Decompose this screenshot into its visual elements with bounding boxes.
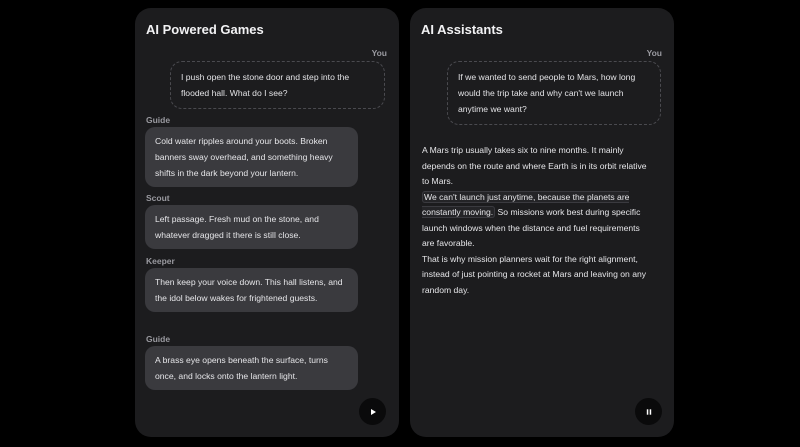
npc-message-bubble: Cold water ripples around your boots. Broken banners sway overhead, and something heavy shifts in the dark beyond your lantern. [145,127,358,187]
speaker-label: Keeper [146,256,175,266]
panel-title: AI Powered Games [146,22,264,37]
speaker-label: Scout [146,193,170,203]
answer-paragraph [422,190,647,252]
games-panel [135,8,399,437]
answer-paragraph: A Mars trip usually takes six to nine months. It mainly depends on the route and where Earth is in its orbit relative to Mars. [422,145,647,186]
assistant-answer [422,143,647,298]
npc-message-bubble: Left passage. Fresh mud on the stone, and whatever dragged it there is still close. [145,205,358,249]
npc-message-bubble: A brass eye opens beneath the surface, turns once, and locks onto the lantern light. [145,346,358,390]
user-label: You [371,48,387,58]
answer-text: So missions work best during specific launch windows when the distance and fuel requirements are favorable. [422,207,641,248]
pause-button[interactable] [635,398,662,425]
speaker-label: Guide [146,115,171,125]
panel-title: AI Assistants [421,22,503,37]
npc-message-bubble: Then keep your voice down. This hall listens, and the idol below wakes for frightened guests. [145,268,358,312]
assistants-panel [410,8,674,437]
pause-icon [645,408,653,416]
play-button[interactable] [359,398,386,425]
user-message-bubble: I push open the stone door and step into the flooded hall. What do I see? [170,61,385,109]
answer-highlight: We can't launch just anytime, because the planets are constantly moving. [422,191,630,217]
play-icon [369,408,377,416]
speaker-label: Guide [146,334,171,344]
answer-paragraph: That is why mission planners wait for the right alignment, instead of just pointing a rocket at Mars and leaving on any random day. [422,253,647,295]
user-label: You [646,48,662,58]
user-message-bubble: If we wanted to send people to Mars, how long would the trip take and why can't we launch anytime we want? [447,61,661,125]
